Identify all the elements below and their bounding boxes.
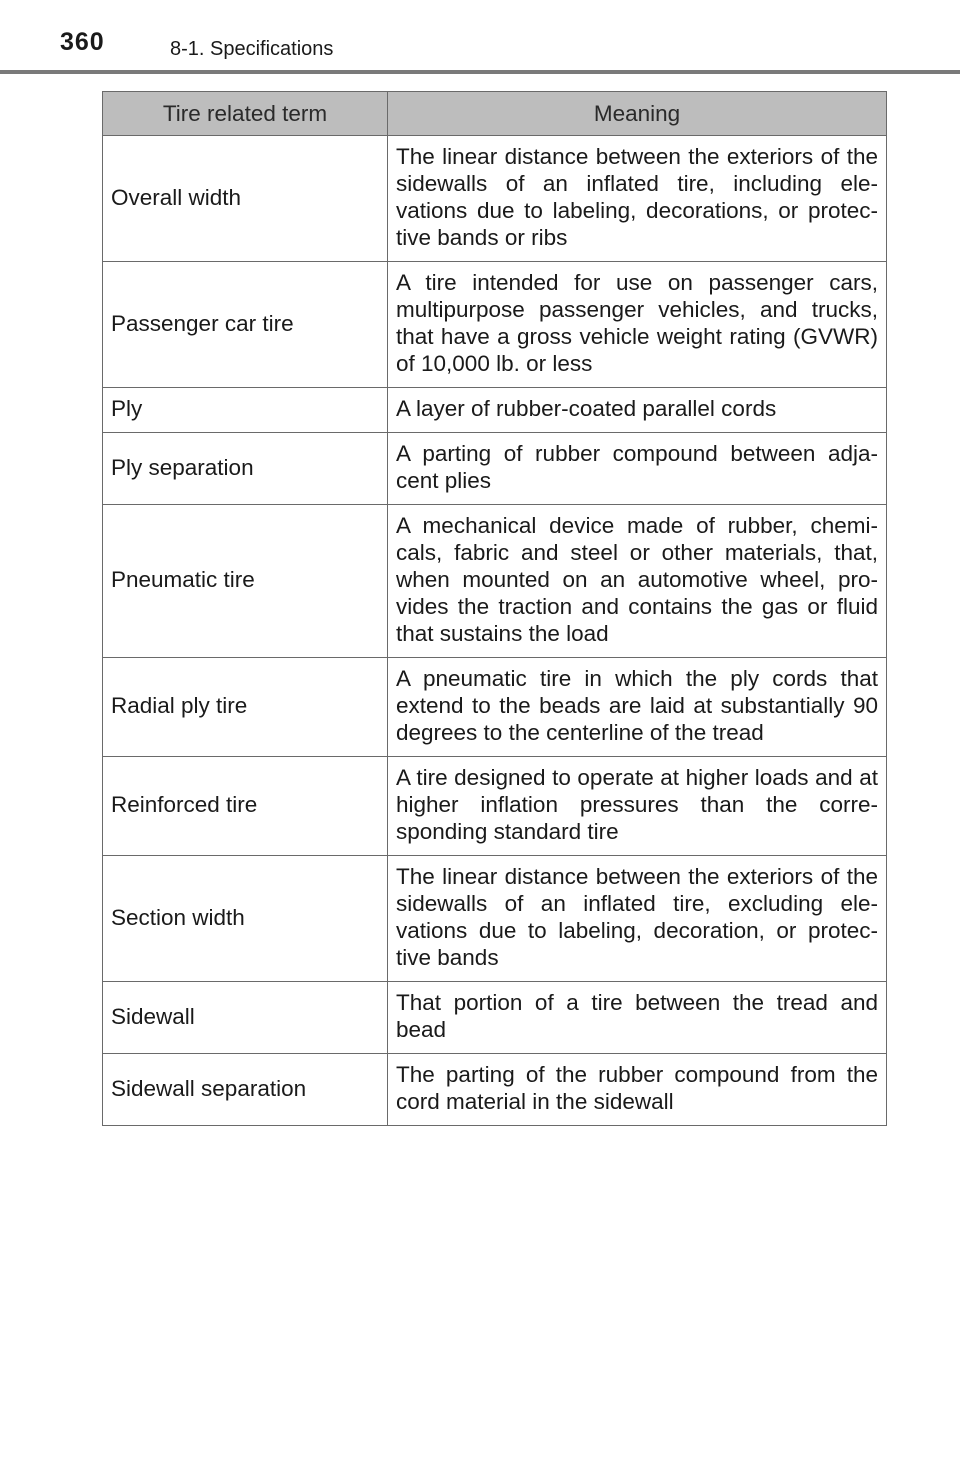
page-number: 360 (60, 28, 105, 56)
table-row (103, 388, 887, 433)
page-header (0, 0, 960, 76)
term-cell: Radial ply tire (103, 658, 388, 757)
table-row (103, 982, 887, 1054)
term-cell: Passenger car tire (103, 262, 388, 388)
table-row (103, 658, 887, 757)
term-cell: Ply (103, 388, 388, 433)
meaning-cell: The parting of the rubber compound from the cord material in the sidewall (388, 1054, 887, 1126)
meaning-cell: A pneumatic tire in which the ply cords that extend to the beads are laid at substantially 90 degrees to the centerline of the tread (388, 658, 887, 757)
meaning-cell: A mechanical device made of rubber, chemi- cals, fabric and steel or other materials, that, when mounted on an automotive wheel, pro- vides the traction and contains the gas or fluid that sustains the load (388, 505, 887, 658)
header-divider (0, 70, 960, 74)
meaning-cell: A parting of rubber compound between adja- cent plies (388, 433, 887, 505)
term-cell: Sidewall separation (103, 1054, 388, 1126)
table-row (103, 505, 887, 658)
meaning-cell: A tire designed to operate at higher loads and at higher inflation pressures than the corre- sponding standard tire (388, 757, 887, 856)
term-cell: Overall width (103, 136, 388, 262)
term-cell: Sidewall (103, 982, 388, 1054)
table-row (103, 1054, 887, 1126)
term-cell: Section width (103, 856, 388, 982)
table-header (103, 92, 887, 136)
table-header-row (103, 92, 887, 136)
table-row (103, 433, 887, 505)
column-header-term: Tire related term (103, 92, 388, 136)
table-row (103, 262, 887, 388)
table-body (103, 136, 887, 1126)
tire-terms-table (102, 91, 887, 1126)
table-row (103, 856, 887, 982)
meaning-cell: A tire intended for use on passenger cars, multipurpose passenger vehicles, and trucks, that have a gross vehicle weight rating (GVWR) of 10,000 lb. or less (388, 262, 887, 388)
meaning-cell: The linear distance between the exteriors of the sidewalls of an inflated tire, excluding ele- vations due to labeling, decoration, or protec- tive bands (388, 856, 887, 982)
meaning-cell: The linear distance between the exteriors of the sidewalls of an inflated tire, including ele- vations due to labeling, decorations, or protec- tive bands or ribs (388, 136, 887, 262)
meaning-cell: A layer of rubber-coated parallel cords (388, 388, 887, 433)
table-row (103, 757, 887, 856)
meaning-cell: That portion of a tire between the tread and bead (388, 982, 887, 1054)
section-title: 8-1. Specifications (170, 38, 334, 60)
table-row (103, 136, 887, 262)
term-cell: Pneumatic tire (103, 505, 388, 658)
column-header-meaning: Meaning (388, 92, 887, 136)
term-cell: Reinforced tire (103, 757, 388, 856)
term-cell: Ply separation (103, 433, 388, 505)
